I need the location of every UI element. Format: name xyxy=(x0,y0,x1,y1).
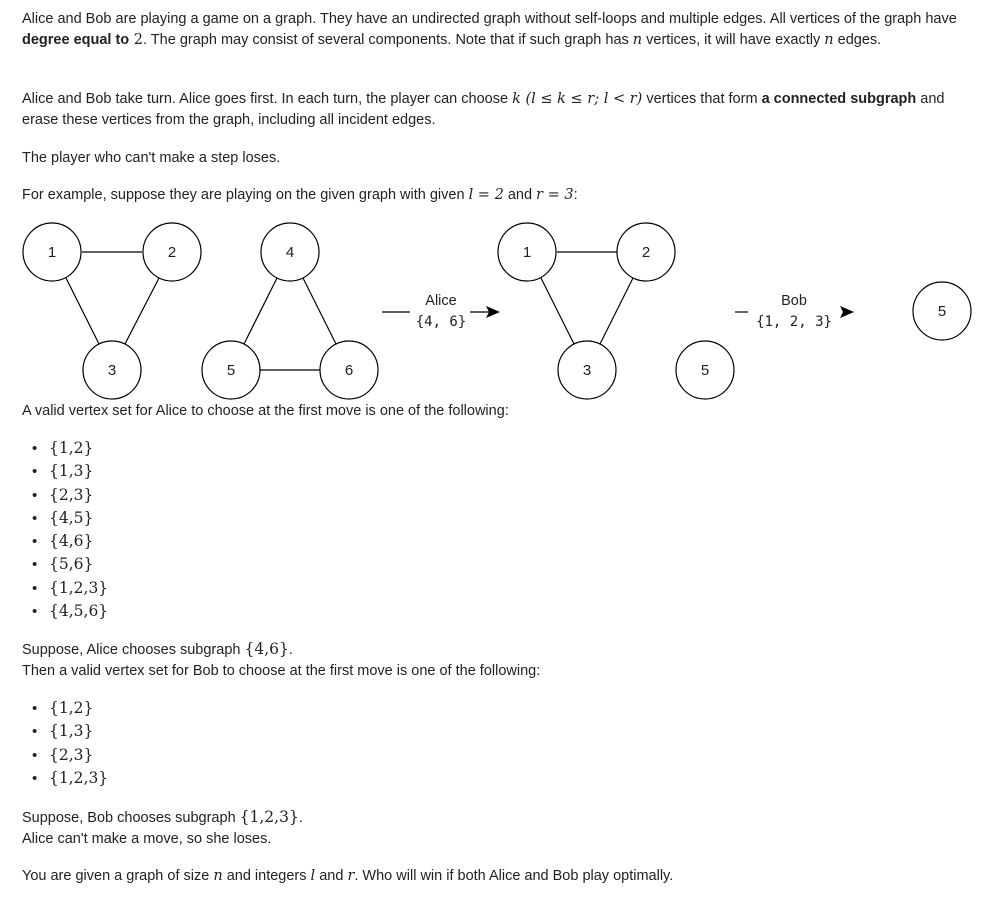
bob-choice-paragraph: Suppose, Bob chooses subgraph {1,2,3}. Alice can't make a move, so she loses. xyxy=(22,808,303,847)
node-label-1-after: 1 xyxy=(522,244,532,261)
list-item: • {1,3} xyxy=(32,462,94,481)
node-label-5-final: 5 xyxy=(937,303,947,320)
list-item: • {1,2} xyxy=(32,439,94,457)
bob-move-set: {1, 2, 3} xyxy=(756,314,832,330)
bob-sets-list xyxy=(32,697,108,790)
list-item: • {1,3} xyxy=(32,722,94,741)
node-label-4: 4 xyxy=(285,244,295,261)
node-label-3-after: 3 xyxy=(582,362,592,379)
lose-condition-paragraph: The player who can't make a step loses. xyxy=(22,150,281,166)
node-label-3: 3 xyxy=(107,362,117,379)
list-item: • {1,2,3} xyxy=(32,578,109,597)
alice-move-set: {4, 6} xyxy=(415,314,467,330)
edge-1-3 xyxy=(66,278,99,344)
list-item: • {1,2} xyxy=(32,699,94,717)
node-label-2-after: 2 xyxy=(641,244,651,261)
alice-sets-intro: A valid vertex set for Alice to choose at the first move is one of the following: xyxy=(22,403,509,419)
node-label-6: 6 xyxy=(344,362,354,379)
list-item: • {4,5} xyxy=(32,508,94,527)
alice-move-arrow xyxy=(382,293,500,330)
list-item: • {1,2,3} xyxy=(32,768,109,787)
task-paragraph: You are given a graph of size n and integers l and r. Who will win if both Alice and Bob play optimally. xyxy=(22,868,674,884)
node-label-2: 2 xyxy=(167,244,177,261)
list-item: • {4,5,6} xyxy=(32,602,109,621)
alice-move-label: Alice xyxy=(425,293,457,309)
node-label-5: 5 xyxy=(226,362,236,379)
edge-1-3-after xyxy=(541,278,574,344)
node-label-1: 1 xyxy=(47,244,57,261)
list-item: • {5,6} xyxy=(32,555,94,574)
edge-4-6 xyxy=(303,278,336,344)
edge-4-5 xyxy=(244,278,277,344)
list-item: • {2,3} xyxy=(32,745,94,764)
rules-paragraph: Alice and Bob take turn. Alice goes first. In each turn, the player can choose k (l ≤ k ≤ r; l < r) vertices that form a connected subgraph and erase these vertices from the graph, including all incident edges. xyxy=(22,91,945,128)
list-item: • {2,3} xyxy=(32,485,94,504)
node-label-5-after: 5 xyxy=(700,362,710,379)
bob-move-label: Bob xyxy=(781,293,807,309)
alice-choice-paragraph: Suppose, Alice chooses subgraph {4,6}. Then a valid vertex set for Bob to choose at the first move is one of the following: xyxy=(22,640,541,679)
bob-move-arrow xyxy=(735,293,854,330)
edge-2-3 xyxy=(125,278,159,344)
alice-sets-list xyxy=(32,437,108,623)
edge-2-3-after xyxy=(600,278,633,344)
list-item: • {4,6} xyxy=(32,532,94,551)
intro-paragraph: Alice and Bob are playing a game on a graph. They have an undirected graph without self-loops and multiple edges. All vertices of the graph have degree equal to 2. The graph may consist of several components. Note that if such graph has n vertices, it will have exactly n edges. xyxy=(22,11,957,48)
example-intro-paragraph: For example, suppose they are playing on the given graph with given l = 2 and r = 3: xyxy=(22,187,578,203)
